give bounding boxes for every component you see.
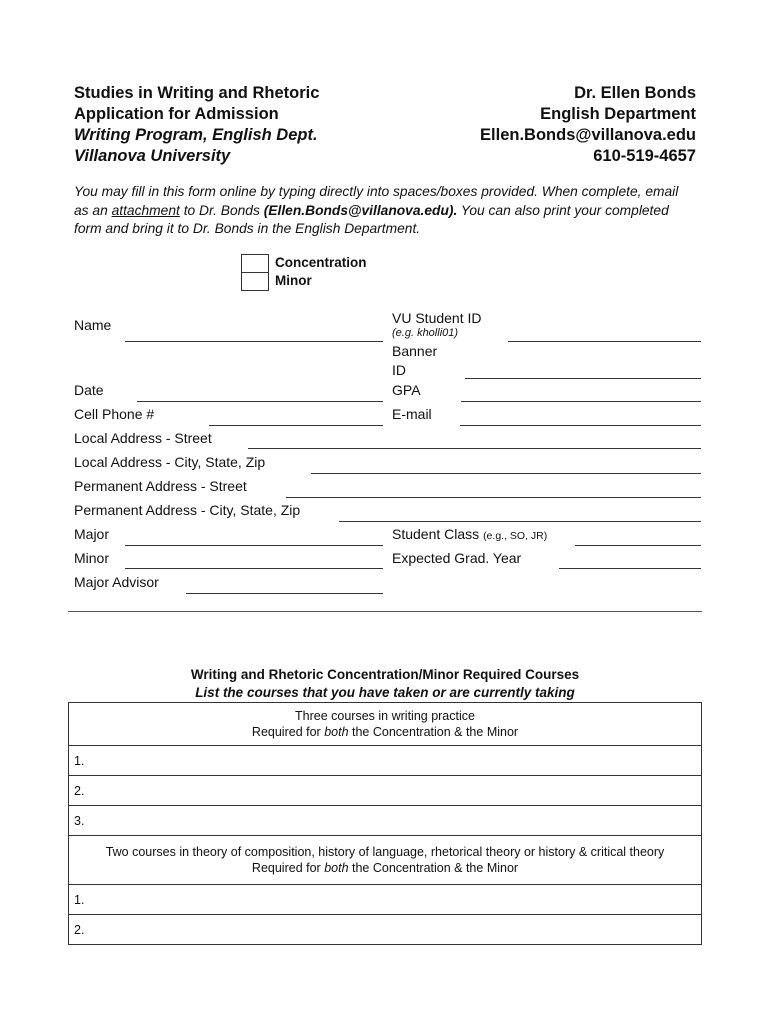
gpa-field[interactable] — [461, 401, 701, 402]
program-title: Studies in Writing and Rhetoric — [74, 84, 320, 102]
theory-requirement — [74, 860, 696, 876]
contact-phone: 610-519-4657 — [593, 147, 696, 165]
major-field[interactable] — [125, 545, 383, 546]
writing-practice-header — [69, 703, 702, 746]
student-class-label — [392, 526, 547, 542]
perm-street-field[interactable] — [286, 497, 701, 498]
major-advisor-label: Major Advisor — [74, 574, 159, 590]
date-field[interactable] — [137, 401, 383, 402]
section-header-row — [69, 836, 702, 885]
form-title: Application for Admission — [74, 105, 279, 123]
table-row[interactable] — [69, 915, 702, 945]
course-entry-1[interactable]: 1. — [69, 746, 702, 776]
email-label: E-mail — [392, 406, 432, 422]
theory-entry-2[interactable]: 2. — [69, 915, 702, 945]
requirement-emphasis: both — [324, 861, 349, 875]
requirement-text: Required for — [251, 861, 325, 875]
local-street-field[interactable] — [248, 448, 701, 449]
table-row[interactable] — [69, 746, 702, 776]
name-label: Name — [74, 317, 112, 333]
perm-street-label: Permanent Address - Street — [74, 478, 247, 494]
vu-student-id-field[interactable] — [508, 341, 701, 342]
course-entry-3[interactable]: 3. — [69, 806, 702, 836]
program-header — [74, 83, 319, 167]
program-dept: Writing Program, English Dept. — [74, 126, 318, 144]
name-field[interactable] — [125, 341, 383, 342]
cell-phone-label: Cell Phone # — [74, 406, 155, 422]
contact-dept: English Department — [540, 105, 696, 123]
concentration-label: Concentration — [275, 255, 367, 270]
banner-id-label-2: ID — [392, 362, 406, 378]
theory-title: Two courses in theory of composition, history of language, rhetorical theory or history & critical theory — [105, 845, 665, 859]
major-advisor-field[interactable] — [186, 593, 383, 594]
writing-practice-title: Three courses in writing practice — [295, 709, 475, 723]
section-header-row — [69, 703, 702, 746]
courses-title: Writing and Rhetoric Concentration/Minor Required Courses — [190, 667, 580, 682]
instructions-text-3: You can also print your completed form and bring it to Dr. Bonds in the English Department. — [74, 202, 669, 236]
minor-option-label: Minor — [275, 273, 312, 288]
minor-checkbox[interactable] — [241, 272, 269, 291]
theory-entry-1[interactable]: 1. — [69, 885, 702, 915]
instructions-email[interactable]: (Ellen.Bonds@villanova.edu). — [263, 202, 458, 218]
university-name: Villanova University — [74, 147, 231, 165]
contact-name: Dr. Ellen Bonds — [574, 84, 696, 102]
minor-label: Minor — [74, 550, 110, 566]
perm-city-label: Permanent Address - City, State, Zip — [74, 502, 301, 518]
banner-id-field[interactable] — [465, 378, 701, 379]
course-entry-2[interactable]: 2. — [69, 776, 702, 806]
local-city-label: Local Address - City, State, Zip — [74, 454, 266, 470]
minor-field[interactable] — [125, 568, 383, 569]
student-class-hint: (e.g., SO, JR) — [483, 530, 548, 542]
requirement-emphasis: both — [324, 725, 349, 739]
attachment-word: attachment — [111, 202, 180, 218]
requirement-text: Required for — [251, 725, 325, 739]
local-street-label: Local Address - Street — [74, 430, 212, 446]
local-city-field[interactable] — [311, 473, 701, 474]
student-class-text: Student Class — [392, 526, 480, 542]
vu-student-id-hint: (e.g. kholli01) — [392, 327, 459, 339]
courses-subtitle: List the courses that you have taken or are currently taking — [195, 685, 575, 700]
concentration-checkbox[interactable] — [241, 254, 269, 273]
table-row[interactable] — [69, 806, 702, 836]
requirement-text-2: the Concentration & the Minor — [348, 725, 519, 739]
table-row[interactable] — [69, 776, 702, 806]
banner-id-label: Banner — [392, 343, 438, 359]
email-field[interactable] — [460, 425, 701, 426]
table-row[interactable] — [69, 885, 702, 915]
requirement-text-2: the Concentration & the Minor — [348, 861, 519, 875]
instructions-text-2: to Dr. Bonds — [179, 202, 264, 218]
cell-phone-field[interactable] — [209, 425, 383, 426]
writing-practice-requirement — [74, 724, 696, 740]
expected-grad-field[interactable] — [559, 568, 701, 569]
gpa-label: GPA — [392, 382, 421, 398]
perm-city-field[interactable] — [339, 521, 701, 522]
theory-header — [69, 836, 702, 885]
contact-email[interactable]: Ellen.Bonds@villanova.edu — [480, 126, 696, 144]
instructions-text: You may fill in this form online by typing directly into spaces/boxes provided. When complete, email as an — [74, 184, 679, 218]
instructions — [74, 183, 694, 239]
major-label: Major — [74, 526, 110, 542]
student-class-field[interactable] — [575, 545, 701, 546]
section-divider — [68, 611, 702, 612]
date-label: Date — [74, 382, 104, 398]
expected-grad-label: Expected Grad. Year — [392, 550, 522, 566]
courses-table — [68, 702, 702, 945]
vu-student-id-label: VU Student ID — [392, 310, 482, 326]
contact-header — [480, 83, 696, 167]
